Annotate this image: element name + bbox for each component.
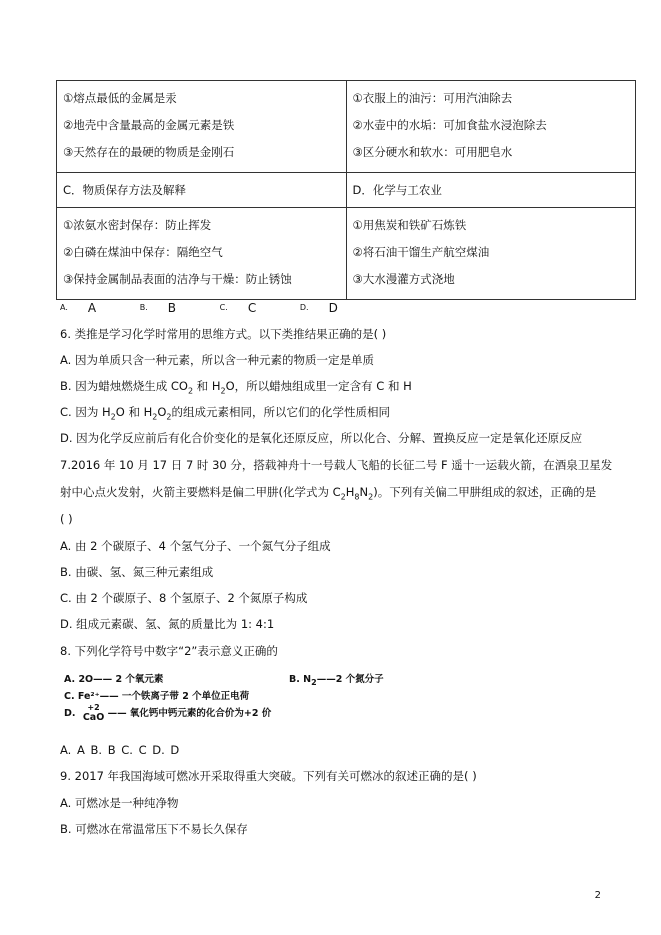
page-number: 2: [594, 890, 601, 901]
q7-stem-line1: 7.2016 年 10 月 17 日 7 时 30 分，搭载神舟十一号载人飞船的长征二号 F 遥十一运载火箭，在酒泉卫星发: [60, 458, 613, 472]
q9-option-a[interactable]: A. 可燃冰是一种纯净物: [60, 796, 179, 810]
table-line: ③保持金属制品表面的洁净与干燥：防止锈蚀: [63, 272, 292, 286]
q7-stem-line2: 射中心点火发射，火箭主要燃料是偏二甲肼(化学式为 $C_2H_8N_2$)。下列有关偏二甲肼组成的叙述，正确的是: [60, 485, 597, 502]
q6-option-d[interactable]: D. 因为化学反应前后有化合价变化的是氧化还原反应，所以化合、分解、置换反应一定是氧化还原反应: [60, 431, 583, 445]
q8-option-a[interactable]: A. 2O—— 2 个氧元素: [64, 674, 164, 685]
valence-mark: +2: [87, 703, 100, 712]
q7-option-c[interactable]: C. 由 2 个碳原子、8 个氢原子、2 个氮原子构成: [60, 591, 308, 605]
q8-answers[interactable]: A. A B. B C. C D. D: [60, 743, 180, 757]
q8-stem: 8. 下列化学符号中数字“2”表示意义正确的: [60, 644, 278, 658]
table-line: ①浓氨水密封保存：防止挥发: [63, 218, 212, 232]
table-line: ③区分硬水和软水：可用肥皂水: [352, 145, 513, 159]
table-line: ②水壶中的水垢：可加食盐水浸泡除去: [352, 118, 547, 132]
table-header-d: D．化学与工农业: [346, 173, 636, 208]
q7-option-a[interactable]: A. 由 2 个碳原子、4 个氢气分子、一个氮气分子组成: [60, 539, 331, 553]
q5-options: [60, 300, 378, 316]
q6-stem: 6. 类推是学习化学时常用的思维方式。以下类推结果正确的是( ): [60, 327, 387, 341]
q9-stem: 9. 2017 年我国海域可燃冰开采取得重大突破。下列有关可燃冰的叙述正确的是( ): [60, 769, 477, 783]
table-line: ③天然存在的最硬的物质是金刚石: [63, 145, 235, 159]
option-a[interactable]: A. A: [60, 301, 97, 315]
table-line: ①用焦炭和铁矿石炼铁: [352, 218, 467, 232]
q7-option-d[interactable]: D. 组成元素碳、氢、氮的质量比为 1: 4:1: [60, 617, 275, 631]
table-line: ③大水漫灌方式浇地: [352, 272, 455, 286]
cell-d-right: [346, 208, 636, 300]
q6-option-b[interactable]: B. 因为蜡烛燃烧生成 $CO_2$ 和 $H_2O$，所以蜡烛组成里一定含有 C 和 H: [60, 379, 412, 396]
q6-option-a[interactable]: A. 因为单质只含一种元素，所以含一种元素的物质一定是单质: [60, 353, 374, 367]
cell-a-left: [57, 81, 347, 173]
q8-option-c[interactable]: C. Fe²⁺—— 一个铁离子带 2 个单位正电荷: [64, 691, 250, 702]
q8-option-d[interactable]: D. +2 CaO —— 氧化钙中钙元素的化合价为+2 价: [64, 703, 272, 723]
answer-table: [56, 80, 636, 300]
q9-option-b[interactable]: B. 可燃冰在常温常压下不易长久保存: [60, 822, 248, 836]
option-b[interactable]: B. B: [139, 301, 177, 315]
option-d[interactable]: D. D: [299, 301, 338, 315]
table-line: ①衣服上的油污：可用汽油除去: [352, 91, 513, 105]
option-c[interactable]: C. C: [219, 301, 257, 315]
cell-c-left: [57, 208, 347, 300]
table-line: ①熔点最低的金属是汞: [63, 91, 177, 105]
q6-option-c[interactable]: C. 因为 $H_2O$ 和 $H_2O_2$的组成元素相同，所以它们的化学性质相同: [60, 405, 391, 422]
table-header-c: C．物质保存方法及解释: [57, 173, 347, 208]
cell-b-right: [346, 81, 636, 173]
table-line: ②白磷在煤油中保存：隔绝空气: [63, 245, 223, 259]
q7-stem-line3: ( ): [60, 512, 73, 526]
q7-option-b[interactable]: B. 由碳、氢、氮三种元素组成: [60, 565, 214, 579]
table-line: ②地壳中含量最高的金属元素是铁: [63, 118, 235, 132]
table-line: ②将石油干馏生产航空煤油: [352, 245, 490, 259]
q8-option-b[interactable]: B. $N_2——2$ 个氮分子: [289, 674, 384, 687]
